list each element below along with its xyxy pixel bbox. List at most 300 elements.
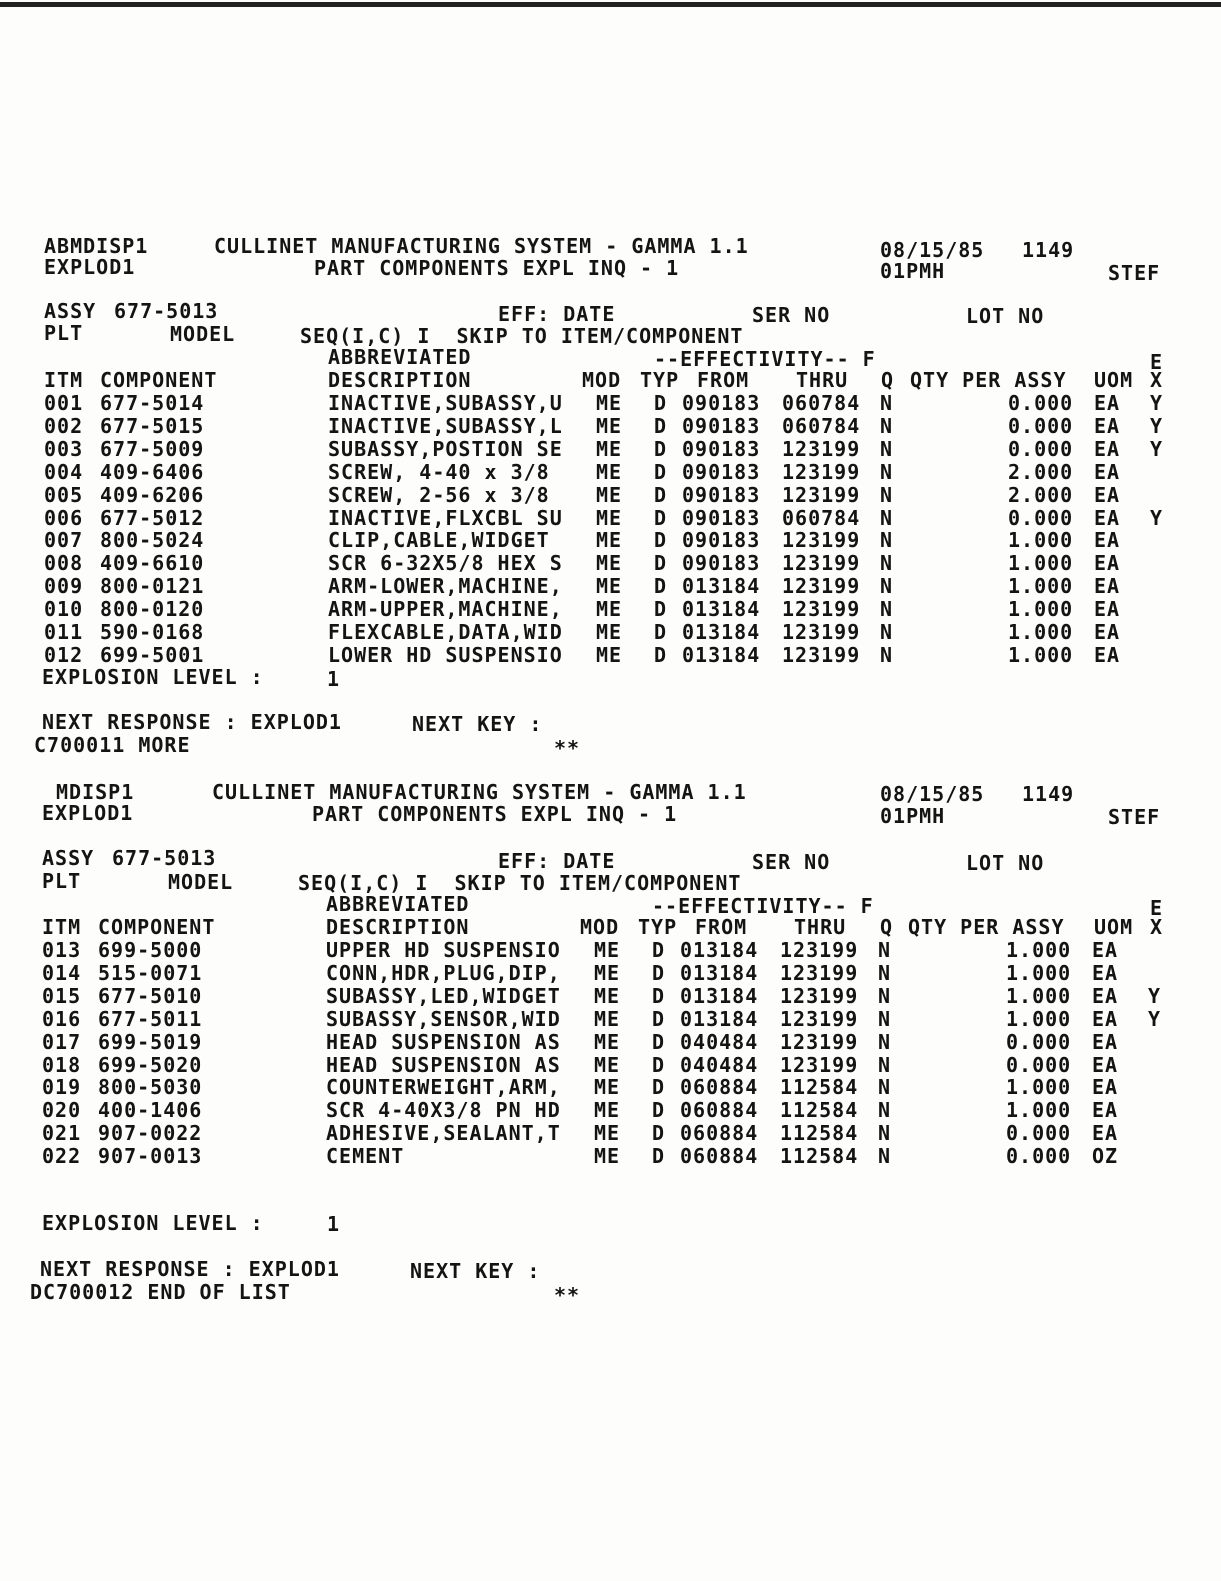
row-thru: 123199 <box>780 1029 859 1054</box>
row-itm: 018 <box>42 1052 82 1077</box>
row-mod: ME <box>596 528 623 553</box>
assy-field[interactable]: 677-5013 <box>114 299 219 323</box>
row-mod: ME <box>596 642 623 667</box>
row-component: 800-0120 <box>100 597 205 622</box>
col-itm: ITM <box>42 915 82 939</box>
row-description: LOWER HD SUSPENSIO <box>328 642 563 667</box>
row-description: CLIP,CABLE,WIDGET <box>328 528 550 553</box>
step-label: STEF <box>1108 805 1161 829</box>
row-thru: 112584 <box>780 1144 859 1169</box>
row-thru: 123199 <box>782 459 861 484</box>
col-x: X <box>1150 368 1164 392</box>
cursor-stars: ** <box>554 1283 581 1307</box>
row-itm: 005 <box>44 482 84 507</box>
row-itm: 020 <box>42 1098 82 1123</box>
row-itm: 002 <box>44 413 84 438</box>
row-component: 907-0013 <box>98 1144 203 1169</box>
table-row <box>0 392 1221 415</box>
row-typ: D <box>652 1144 666 1169</box>
row-uom: EA <box>1092 960 1119 985</box>
row-qty: 1.000 <box>1006 938 1072 962</box>
row-from: 090183 <box>682 551 761 576</box>
screen-date: 08/15/85 <box>880 238 985 262</box>
program-id: ABMDISP1 <box>44 234 149 258</box>
ser-no-label: SER NO <box>752 850 831 874</box>
row-itm: 014 <box>42 960 82 985</box>
row-q: N <box>880 551 894 576</box>
row-mod: ME <box>596 551 623 576</box>
table-row <box>0 552 1221 575</box>
row-description: INACTIVE,SUBASSY,L <box>328 413 563 438</box>
screen-id: EXPLOD1 <box>44 255 136 279</box>
row-from: 090183 <box>682 528 761 553</box>
table-row <box>0 1054 1221 1077</box>
next-key-field[interactable]: NEXT KEY : <box>412 712 543 736</box>
row-q: N <box>878 1075 892 1100</box>
col-mod: MOD <box>582 368 622 392</box>
row-description: SCR 6-32X5/8 HEX S <box>328 551 563 576</box>
row-thru: 123199 <box>780 1052 859 1077</box>
row-description: SUBASSY,SENSOR,WID <box>326 1006 561 1031</box>
row-typ: D <box>652 938 666 962</box>
row-component: 409-6406 <box>100 459 205 484</box>
system-title: CULLINET MANUFACTURING SYSTEM - GAMMA 1.1 <box>214 234 749 258</box>
row-description: SCREW, 2-56 x 3/8 <box>328 482 550 507</box>
table-row <box>0 461 1221 484</box>
row-component: 800-5024 <box>100 528 205 553</box>
row-from: 040484 <box>680 1029 759 1054</box>
row-mod: ME <box>596 505 623 530</box>
col-typ: TYP <box>640 368 680 392</box>
row-itm: 004 <box>44 459 84 484</box>
row-description: SUBASSY,LED,WIDGET <box>326 983 561 1008</box>
row-mod: ME <box>596 482 623 507</box>
row-uom: EA <box>1092 938 1119 962</box>
row-component: 677-5015 <box>100 413 205 438</box>
row-q: N <box>880 436 894 461</box>
row-from: 090183 <box>682 413 761 438</box>
row-mod: ME <box>596 436 623 461</box>
row-itm: 019 <box>42 1075 82 1100</box>
row-typ: D <box>652 983 666 1008</box>
col-mod: MOD <box>580 915 620 939</box>
row-q: N <box>878 1121 892 1146</box>
screen-time: 1149 <box>1022 782 1075 806</box>
user-id: 01PMH <box>880 259 946 283</box>
row-from: 090183 <box>682 505 761 530</box>
col-q: Q <box>881 368 895 392</box>
row-mod: ME <box>596 597 623 622</box>
row-q: N <box>880 620 894 644</box>
row-mod: ME <box>596 391 623 415</box>
row-qty: 2.000 <box>1008 459 1074 484</box>
status-message: DC700012 END OF LIST <box>30 1280 291 1304</box>
row-itm: 007 <box>44 528 84 553</box>
col-from: FROM <box>697 368 750 392</box>
row-description: UPPER HD SUSPENSIO <box>326 938 561 962</box>
screen-date: 08/15/85 <box>880 782 985 806</box>
row-component: 907-0022 <box>98 1121 203 1146</box>
cursor-stars: ** <box>554 736 581 760</box>
row-typ: D <box>654 574 668 599</box>
row-from: 090183 <box>682 436 761 461</box>
row-component: 800-5030 <box>98 1075 203 1100</box>
row-typ: D <box>652 1006 666 1031</box>
step-label: STEF <box>1108 261 1161 285</box>
row-uom: EA <box>1094 597 1121 622</box>
row-uom: EA <box>1092 1121 1119 1146</box>
lot-no-label: LOT NO <box>966 304 1045 328</box>
row-qty: 0.000 <box>1006 1029 1072 1054</box>
column-header <box>0 916 1221 939</box>
table-row <box>0 484 1221 507</box>
row-thru: 123199 <box>782 574 861 599</box>
row-uom: EA <box>1094 482 1121 507</box>
table-row <box>0 962 1221 985</box>
row-q: N <box>878 1098 892 1123</box>
plt-label: PLT <box>42 869 82 893</box>
row-from: 013184 <box>680 960 759 985</box>
row-typ: D <box>654 620 668 644</box>
row-qty: 1.000 <box>1006 983 1072 1008</box>
row-qty: 1.000 <box>1008 642 1074 667</box>
row-q: N <box>880 642 894 667</box>
program-id: MDISP1 <box>56 780 135 804</box>
explosion-level-label: EXPLOSION LEVEL : <box>42 1211 264 1235</box>
table-row <box>0 575 1221 598</box>
row-thru: 060784 <box>782 505 861 530</box>
row-q: N <box>878 1029 892 1054</box>
row-itm: 016 <box>42 1006 82 1031</box>
row-itm: 010 <box>44 597 84 622</box>
col-description: DESCRIPTION <box>326 915 470 939</box>
row-qty: 0.000 <box>1008 413 1074 438</box>
row-from: 013184 <box>682 642 761 667</box>
row-qty: 1.000 <box>1008 574 1074 599</box>
row-itm: 001 <box>44 391 84 415</box>
row-mod: ME <box>594 1098 621 1123</box>
row-qty: 1.000 <box>1006 1098 1072 1123</box>
inquiry-title: PART COMPONENTS EXPL INQ - 1 <box>314 256 680 280</box>
row-thru: 123199 <box>782 528 861 553</box>
col-from: FROM <box>695 915 748 939</box>
row-itm: 009 <box>44 574 84 599</box>
row-description: CONN,HDR,PLUG,DIP, <box>326 960 561 985</box>
row-from: 013184 <box>682 620 761 644</box>
row-thru: 123199 <box>782 620 861 644</box>
row-itm: 011 <box>44 620 84 644</box>
row-qty: 1.000 <box>1006 1006 1072 1031</box>
col-itm: ITM <box>44 368 84 392</box>
e-label: E <box>1150 896 1164 920</box>
row-component: 400-1406 <box>98 1098 203 1123</box>
model-label: MODEL <box>170 322 236 346</box>
row-x: Y <box>1150 391 1164 415</box>
row-qty: 0.000 <box>1006 1121 1072 1146</box>
row-thru: 123199 <box>780 983 859 1008</box>
row-typ: D <box>652 1052 666 1077</box>
row-thru: 123199 <box>782 597 861 622</box>
row-component: 409-6610 <box>100 551 205 576</box>
row-from: 060884 <box>680 1098 759 1123</box>
col-qty-per-assy: QTY PER ASSY <box>908 915 1065 939</box>
row-from: 090183 <box>682 459 761 484</box>
table-row <box>0 1145 1221 1168</box>
row-from: 060884 <box>680 1121 759 1146</box>
row-from: 013184 <box>682 574 761 599</box>
row-thru: 123199 <box>782 642 861 667</box>
row-qty: 1.000 <box>1008 528 1074 553</box>
row-uom: EA <box>1094 459 1121 484</box>
row-mod: ME <box>594 1006 621 1031</box>
row-component: 677-5009 <box>100 436 205 461</box>
row-x: Y <box>1148 983 1162 1008</box>
row-typ: D <box>654 436 668 461</box>
row-uom: EA <box>1094 528 1121 553</box>
table-row <box>0 598 1221 621</box>
row-description: SCR 4-40X3/8 PN HD <box>326 1098 561 1123</box>
row-x: Y <box>1148 1006 1162 1031</box>
row-typ: D <box>652 960 666 985</box>
row-description: ARM-UPPER,MACHINE, <box>328 597 563 622</box>
eff-date-label: EFF: DATE <box>498 302 616 326</box>
row-q: N <box>878 960 892 985</box>
e-label: E <box>1150 350 1164 374</box>
row-mod: ME <box>594 1075 621 1100</box>
next-response-field[interactable]: NEXT RESPONSE : EXPLOD1 <box>40 1257 340 1281</box>
row-thru: 112584 <box>780 1098 859 1123</box>
row-itm: 021 <box>42 1121 82 1146</box>
row-uom: EA <box>1092 1006 1119 1031</box>
row-uom: EA <box>1094 505 1121 530</box>
col-q: Q <box>880 915 894 939</box>
row-uom: EA <box>1094 620 1121 644</box>
row-component: 699-5019 <box>98 1029 203 1054</box>
explosion-level-label: EXPLOSION LEVEL : <box>42 665 264 689</box>
row-q: N <box>878 938 892 962</box>
row-qty: 0.000 <box>1008 505 1074 530</box>
row-description: INACTIVE,FLXCBL SU <box>328 505 563 530</box>
table-row <box>0 529 1221 552</box>
row-qty: 1.000 <box>1008 620 1074 644</box>
row-description: SUBASSY,POSTION SE <box>328 436 563 461</box>
row-q: N <box>880 391 894 415</box>
row-mod: ME <box>594 960 621 985</box>
row-from: 090183 <box>682 482 761 507</box>
row-mod: ME <box>596 459 623 484</box>
table-row <box>0 985 1221 1008</box>
row-mod: ME <box>596 620 623 644</box>
row-typ: D <box>654 551 668 576</box>
row-thru: 123199 <box>780 1006 859 1031</box>
row-qty: 1.000 <box>1008 551 1074 576</box>
row-from: 013184 <box>680 938 759 962</box>
next-key-field[interactable]: NEXT KEY : <box>410 1259 541 1283</box>
row-typ: D <box>652 1075 666 1100</box>
screen-id: EXPLOD1 <box>42 801 134 825</box>
table-row <box>0 1076 1221 1099</box>
row-q: N <box>880 459 894 484</box>
seq-skip-field[interactable]: SEQ(I,C) I SKIP TO ITEM/COMPONENT <box>300 324 744 348</box>
row-typ: D <box>652 1029 666 1054</box>
row-itm: 008 <box>44 551 84 576</box>
row-mod: ME <box>596 413 623 438</box>
column-header <box>0 369 1221 392</box>
col-description: DESCRIPTION <box>328 368 472 392</box>
system-title: CULLINET MANUFACTURING SYSTEM - GAMMA 1.1 <box>212 780 747 804</box>
row-q: N <box>878 1144 892 1169</box>
row-typ: D <box>654 459 668 484</box>
table-row <box>0 644 1221 667</box>
row-q: N <box>878 1052 892 1077</box>
row-qty: 1.000 <box>1006 1075 1072 1100</box>
row-from: 013184 <box>682 597 761 622</box>
explosion-level-value: 1 <box>327 667 341 691</box>
row-q: N <box>878 1006 892 1031</box>
row-q: N <box>878 983 892 1008</box>
scan-top-border <box>0 2 1221 7</box>
row-qty: 0.000 <box>1008 391 1074 415</box>
row-itm: 012 <box>44 642 84 667</box>
model-label: MODEL <box>168 870 234 894</box>
row-typ: D <box>654 482 668 507</box>
row-thru: 112584 <box>780 1121 859 1146</box>
row-component: 699-5020 <box>98 1052 203 1077</box>
row-uom: EA <box>1092 1029 1119 1054</box>
row-component: 800-0121 <box>100 574 205 599</box>
row-description: HEAD SUSPENSION AS <box>326 1052 561 1077</box>
col-x: X <box>1150 915 1164 939</box>
row-uom: EA <box>1092 1075 1119 1100</box>
row-mod: ME <box>594 1029 621 1054</box>
row-description: INACTIVE,SUBASSY,U <box>328 391 563 415</box>
table-row <box>0 438 1221 461</box>
row-itm: 022 <box>42 1144 82 1169</box>
row-x: Y <box>1150 505 1164 530</box>
row-typ: D <box>654 391 668 415</box>
row-q: N <box>880 413 894 438</box>
row-uom: EA <box>1092 983 1119 1008</box>
row-q: N <box>880 574 894 599</box>
row-typ: D <box>652 1121 666 1146</box>
row-uom: EA <box>1094 574 1121 599</box>
row-typ: D <box>652 1098 666 1123</box>
row-thru: 123199 <box>782 436 861 461</box>
row-description: FLEXCABLE,DATA,WID <box>328 620 563 644</box>
row-typ: D <box>654 597 668 622</box>
assy-label: ASSY <box>44 299 97 323</box>
row-uom: EA <box>1092 1052 1119 1077</box>
row-component: 699-5001 <box>100 642 205 667</box>
effectivity-label: --EFFECTIVITY-- F <box>652 894 874 918</box>
inquiry-title: PART COMPONENTS EXPL INQ - 1 <box>312 802 678 826</box>
row-uom: OZ <box>1092 1144 1119 1169</box>
row-typ: D <box>654 528 668 553</box>
row-description: HEAD SUSPENSION AS <box>326 1029 561 1054</box>
row-from: 040484 <box>680 1052 759 1077</box>
row-thru: 123199 <box>780 938 859 962</box>
table-row <box>0 1008 1221 1031</box>
ser-no-label: SER NO <box>752 303 831 327</box>
row-uom: EA <box>1092 1098 1119 1123</box>
row-description: ADHESIVE,SEALANT,T <box>326 1121 561 1146</box>
row-x: Y <box>1150 413 1164 438</box>
row-mod: ME <box>596 574 623 599</box>
table-row <box>0 939 1221 962</box>
row-itm: 006 <box>44 505 84 530</box>
col-component: COMPONENT <box>100 368 218 392</box>
row-itm: 015 <box>42 983 82 1008</box>
status-message: C700011 MORE <box>34 733 191 757</box>
user-id: 01PMH <box>880 804 946 828</box>
assy-field[interactable]: 677-5013 <box>112 846 217 870</box>
row-uom: EA <box>1094 642 1121 667</box>
effectivity-label: --EFFECTIVITY-- F <box>654 347 876 371</box>
abbreviated-label: ABBREVIATED <box>328 345 472 369</box>
seq-skip-field[interactable]: SEQ(I,C) I SKIP TO ITEM/COMPONENT <box>298 871 742 895</box>
row-description: COUNTERWEIGHT,ARM, <box>326 1075 561 1100</box>
row-q: N <box>880 505 894 530</box>
row-description: ARM-LOWER,MACHINE, <box>328 574 563 599</box>
col-thru: THRU <box>796 368 849 392</box>
table-row <box>0 415 1221 438</box>
row-typ: D <box>654 413 668 438</box>
row-uom: EA <box>1094 551 1121 576</box>
row-q: N <box>880 482 894 507</box>
row-mod: ME <box>594 1144 621 1169</box>
row-qty: 1.000 <box>1008 597 1074 622</box>
row-component: 677-5010 <box>98 983 203 1008</box>
explosion-level-value: 1 <box>327 1212 341 1236</box>
row-typ: D <box>654 505 668 530</box>
col-thru: THRU <box>794 915 847 939</box>
plt-label: PLT <box>44 321 84 345</box>
row-component: 699-5000 <box>98 938 203 962</box>
abbreviated-label: ABBREVIATED <box>326 892 470 916</box>
row-from: 013184 <box>680 1006 759 1031</box>
col-typ: TYP <box>638 915 678 939</box>
lot-no-label: LOT NO <box>966 851 1045 875</box>
row-x: Y <box>1150 436 1164 461</box>
row-component: 515-0071 <box>98 960 203 985</box>
row-thru: 060784 <box>782 413 861 438</box>
eff-date-label: EFF: DATE <box>498 849 616 873</box>
row-thru: 060784 <box>782 391 861 415</box>
row-description: SCREW, 4-40 x 3/8 <box>328 459 550 484</box>
row-itm: 017 <box>42 1029 82 1054</box>
row-component: 590-0168 <box>100 620 205 644</box>
row-qty: 0.000 <box>1006 1052 1072 1077</box>
row-uom: EA <box>1094 436 1121 461</box>
row-qty: 2.000 <box>1008 482 1074 507</box>
next-response-field[interactable]: NEXT RESPONSE : EXPLOD1 <box>42 710 342 734</box>
row-q: N <box>880 528 894 553</box>
row-itm: 003 <box>44 436 84 461</box>
col-component: COMPONENT <box>98 915 216 939</box>
row-from: 013184 <box>680 983 759 1008</box>
assy-label: ASSY <box>42 846 95 870</box>
row-component: 677-5012 <box>100 505 205 530</box>
row-mod: ME <box>594 938 621 962</box>
table-row <box>0 1099 1221 1122</box>
row-qty: 0.000 <box>1008 436 1074 461</box>
row-itm: 013 <box>42 938 82 962</box>
row-component: 677-5014 <box>100 391 205 415</box>
row-thru: 123199 <box>780 960 859 985</box>
row-qty: 1.000 <box>1006 960 1072 985</box>
col-uom: UOM <box>1094 368 1134 392</box>
table-row <box>0 507 1221 530</box>
